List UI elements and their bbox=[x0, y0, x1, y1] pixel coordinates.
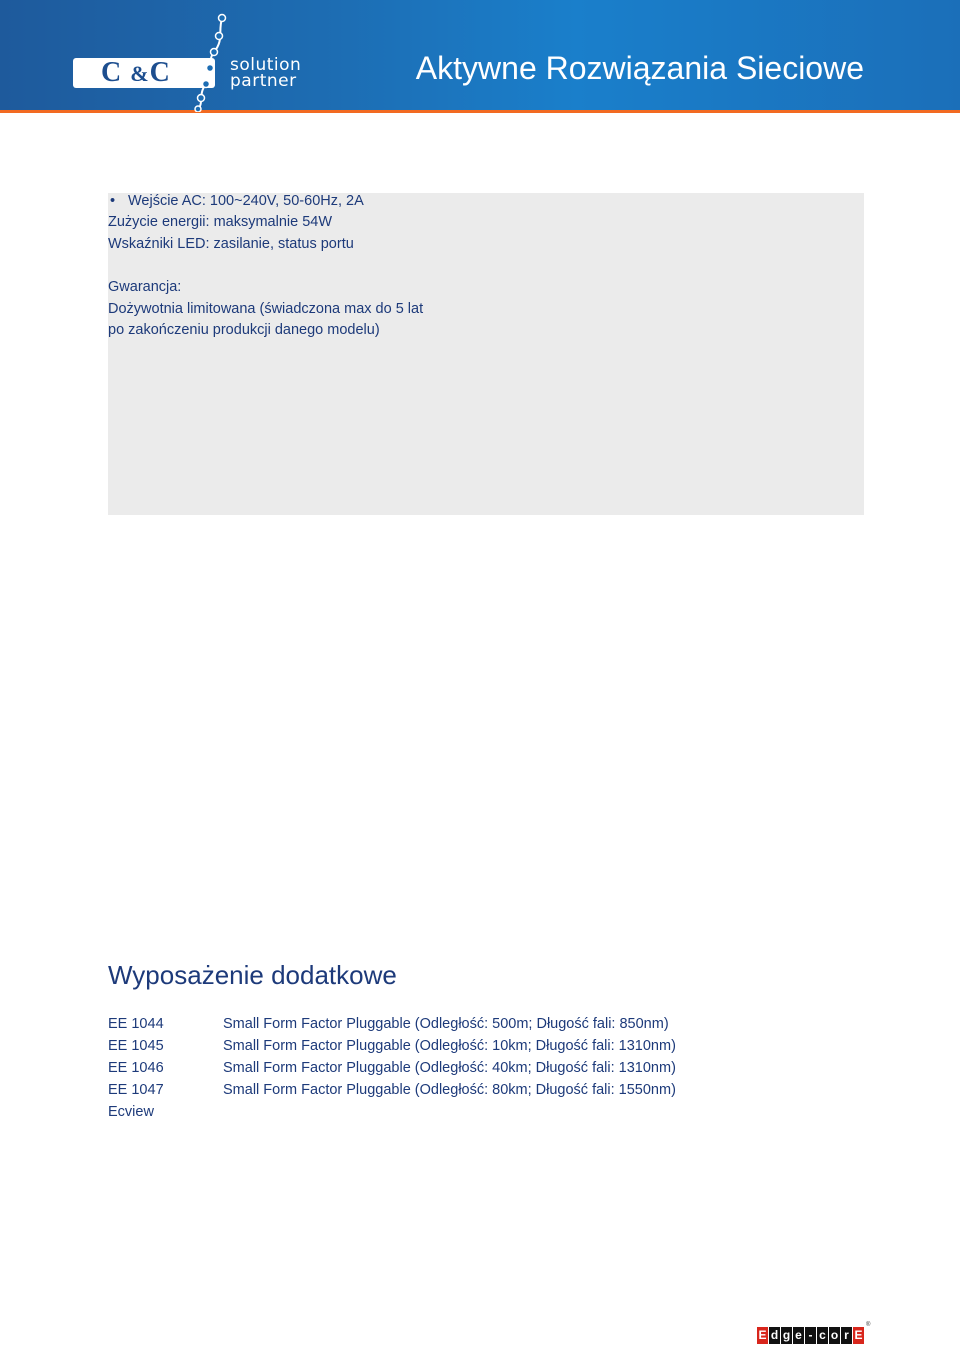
accessory-code: EE 1044 bbox=[108, 1016, 164, 1032]
brand-letter: o bbox=[830, 1328, 839, 1342]
brand-letter: e bbox=[793, 1327, 804, 1344]
brand-letter: r bbox=[841, 1327, 852, 1344]
accessory-code: EE 1046 bbox=[108, 1060, 164, 1076]
solution-label: solution bbox=[230, 55, 302, 75]
logo-letter-1: C bbox=[101, 57, 123, 88]
brand-letter: c bbox=[817, 1327, 828, 1344]
header-accent-line bbox=[0, 110, 960, 113]
partner-label: partner bbox=[230, 71, 297, 91]
accessory-description: Small Form Factor Pluggable (Odległość: 40km; Długość fali: 1310nm) bbox=[223, 1060, 676, 1076]
logo-text bbox=[101, 57, 171, 89]
brand-letter: E bbox=[758, 1328, 767, 1342]
page-title: Aktywne Rozwiązania Sieciowe bbox=[415, 50, 864, 86]
logo-letter-2: C bbox=[149, 57, 171, 88]
accessory-code: EE 1045 bbox=[108, 1038, 164, 1054]
warranty-label: Gwarancja: bbox=[108, 279, 182, 295]
accessory-description: Small Form Factor Pluggable (Odległość: 500m; Długość fali: 850nm) bbox=[223, 1016, 669, 1032]
logo-ampersand: & bbox=[130, 61, 150, 86]
brand-letter: d bbox=[770, 1328, 779, 1342]
spec-line: Wejście AC: 100~240V, 50-60Hz, 2A bbox=[128, 193, 364, 209]
accessory-description: Small Form Factor Pluggable (Odległość: 10km; Długość fali: 1310nm) bbox=[223, 1038, 676, 1054]
chain-icon bbox=[188, 12, 230, 112]
edgecore-logo bbox=[757, 1327, 864, 1344]
spec-line: Zużycie energii: maksymalnie 54W bbox=[108, 214, 333, 230]
brand-letter: E bbox=[854, 1328, 863, 1342]
brand-letter: g bbox=[782, 1328, 791, 1342]
brand-letter: - bbox=[805, 1327, 816, 1344]
section-title: Wyposażenie dodatkowe bbox=[108, 960, 397, 990]
spec-line: Wskaźniki LED: zasilanie, status portu bbox=[108, 236, 354, 252]
accessory-code: Ecview bbox=[108, 1104, 154, 1120]
spec-line: po zakończeniu produkcji danego modelu) bbox=[108, 322, 380, 338]
bullet-icon: • bbox=[110, 193, 116, 209]
registered-mark: ® bbox=[866, 1322, 871, 1328]
accessory-code: EE 1047 bbox=[108, 1082, 164, 1098]
spec-line: Dożywotnia limitowana (świadczona max do 5 lat bbox=[108, 301, 424, 317]
accessory-description: Small Form Factor Pluggable (Odległość: 80km; Długość fali: 1550nm) bbox=[223, 1082, 676, 1098]
